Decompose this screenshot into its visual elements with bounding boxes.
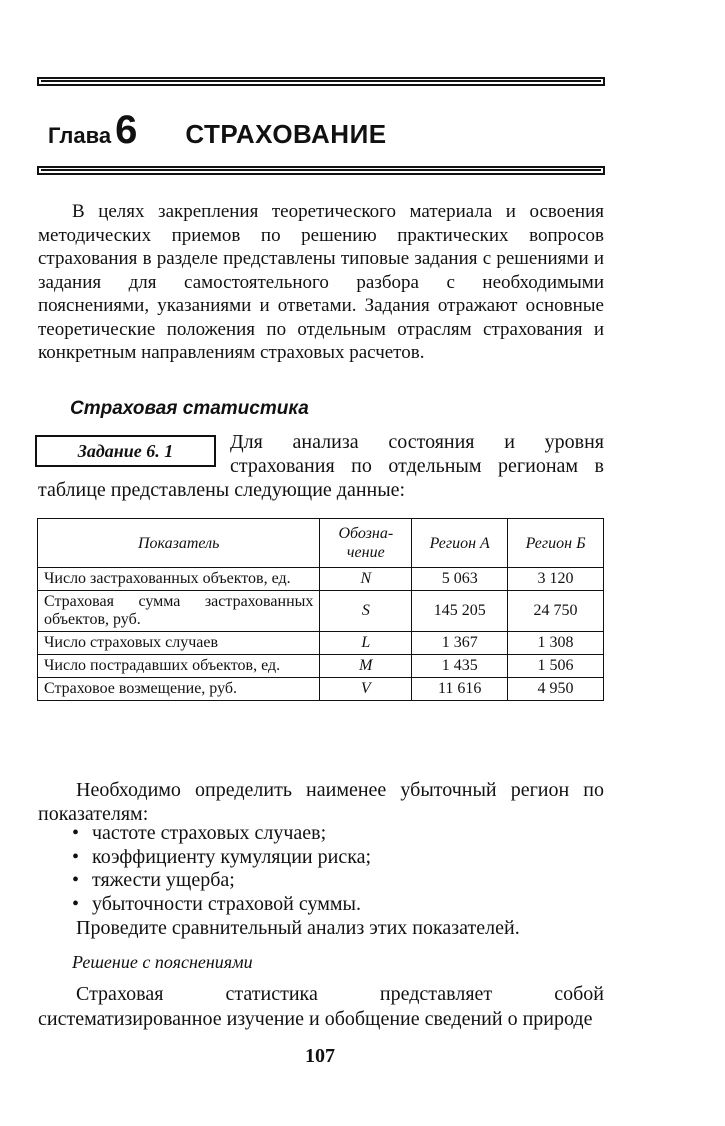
row-value-b: 1 506 [508,655,604,678]
table-row [38,678,604,701]
header-symbol: Обозна-чение [320,519,412,568]
table-row [38,632,604,655]
requirement-paragraph: Необходимо определить наименее убыточный регион по показателям: [38,779,604,825]
chapter-title: СТРАХОВАНИЕ [185,119,387,149]
intro-paragraph: В целях закрепления теоретического материала и освоения методических приемов по решению практических вопросов страхования в разделе представлены типовые задания с решениями и задания для самостоятельного разбора с необходимыми пояснениями, указаниями и ответами. Задания отражают основные теоретические положения по отдельным отраслям страхования и конкретным направлениям страховых расчетов. [38,201,604,363]
solution-paragraph: Страховая статистика представляет собой систематизированное изучение и обобщение сведений о природе [38,983,604,1030]
table-row [38,591,604,632]
header-region-a: Регион А [412,519,508,568]
row-label: Число пострадавших объектов, ед. [38,655,320,678]
chapter-rule [37,166,605,175]
section-heading: Страховая статистика [70,398,309,419]
table-row [38,655,604,678]
row-symbol: L [320,632,412,655]
row-symbol: N [320,568,412,591]
row-value-a: 1 435 [412,655,508,678]
list-item: • коэффициенту кумуляции риска; [72,846,371,870]
chapter-number: 6 [115,108,138,152]
list-item: • убыточности страховой суммы. [72,893,371,917]
row-label: Страховая сумма застрахованных объектов, руб. [38,591,320,632]
header-region-b: Регион Б [508,519,604,568]
row-symbol: S [320,591,412,632]
conclude-paragraph: Проведите сравнительный анализ этих показателей. [76,917,520,939]
row-label: Число застрахованных объектов, ед. [38,568,320,591]
indicator-list [72,822,371,916]
row-value-a: 5 063 [412,568,508,591]
page-number: 107 [305,1045,335,1067]
row-label: Страховое возмещение, руб. [38,678,320,701]
list-item: • тяжести ущерба; [72,869,371,893]
row-value-b: 24 750 [508,591,604,632]
task-label: Задание 6. 1 [77,440,174,461]
chapter-heading [48,108,387,158]
row-value-b: 4 950 [508,678,604,701]
table-header-row [38,519,604,568]
table-row [38,568,604,591]
task-lead-text: Для анализа состояния и уровня страхования по отдельным регионам в таблице представлены следующие данные: [38,431,604,501]
row-value-a: 11 616 [412,678,508,701]
task-lead-paragraph [38,430,604,502]
header-indicator: Показатель [38,519,320,568]
row-value-b: 1 308 [508,632,604,655]
solution-heading: Решение с пояснениями [72,952,253,972]
data-table [37,518,604,701]
chapter-word: Глава [48,123,112,148]
row-symbol: V [320,678,412,701]
row-value-b: 3 120 [508,568,604,591]
top-rule [37,77,605,86]
list-item: • частоте страховых случаев; [72,822,371,846]
row-label: Число страховых случаев [38,632,320,655]
row-value-a: 1 367 [412,632,508,655]
row-value-a: 145 205 [412,591,508,632]
row-symbol: M [320,655,412,678]
